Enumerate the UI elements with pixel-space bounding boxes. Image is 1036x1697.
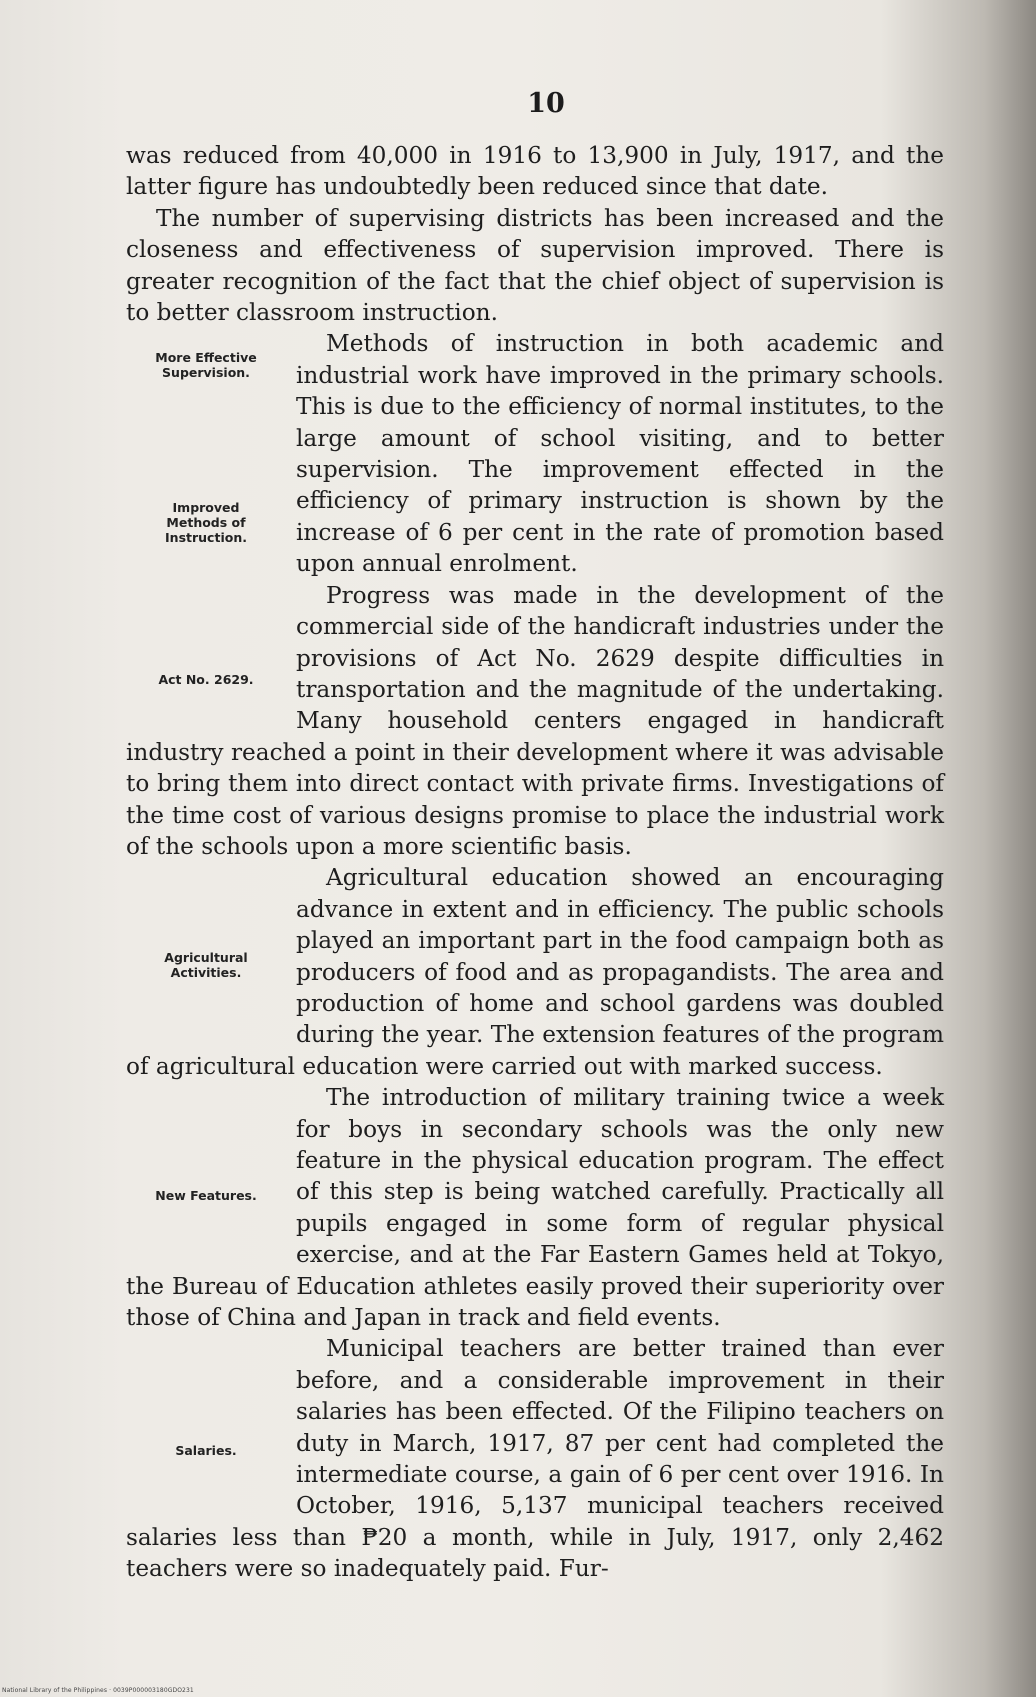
sidenote-salaries — [126, 1427, 286, 1505]
sidenote-line: New Features. — [155, 1188, 257, 1204]
sidenote-new-features — [126, 1176, 286, 1250]
page-number: 10 — [527, 88, 565, 119]
sidenote-line: Salaries. — [175, 1443, 237, 1459]
paragraph-1: was reduced from 40,000 in 1916 to 13,900 in July, 1917, and the latter figure has undoubtedly been reduced since that date. — [126, 142, 944, 201]
sidenote-line: More Effective — [155, 350, 257, 366]
paragraph-3: Methods of instruction in both academic and industrial work have improved in the primary schools. This is due to the efficiency of normal institutes, to the large amount of school visiting, and to better supervision. The improvement effected in the efficiency of primary instruction is shown by the increase of 6 per cent in the rate of promotion based upon annual enrolment. — [296, 330, 944, 578]
sidenote-agricultural-activities — [126, 926, 286, 1044]
sidenote-line: Improved — [172, 500, 240, 516]
sidenote-act-2629 — [126, 654, 286, 734]
body-text — [126, 140, 944, 1585]
sidenote-line: Activities. — [170, 965, 242, 981]
sidenote-more-effective-supervision — [126, 328, 286, 412]
paragraph-2: The number of supervising districts has been increased and the closeness and effectiveness of supervision improved. There is greater recognition of the fact that the chief object of supervision is to better classroom instruction. — [126, 204, 944, 327]
paragraph-4: Progress was made in the development of the commercial side of the handicraft industries under the provisions of Act No. 2629 despite difficulties in transportation and the magnitude of the undertaking. Many household centers engaged in handicraft industry reached a point in their development where it was advisable to bring them into direct contact with private firms. Investigations of the time cost of various designs promise to place the industrial work of the schools upon a more scientific basis. — [126, 581, 944, 860]
sidenote-line: Agricultural — [164, 950, 248, 966]
sidenote-line: Supervision. — [162, 365, 250, 381]
sidenote-line: Instruction. — [165, 530, 247, 546]
sidenote-line: Act No. 2629. — [158, 672, 254, 688]
sidenote-line: Methods of — [166, 515, 246, 531]
sidenote-improved-methods — [126, 482, 286, 592]
library-credit: National Library of the Philippines · 0039P000003180GDO231 — [2, 1687, 194, 1694]
paragraph-5: Agricultural education showed an encouraging advance in extent and in efficiency. The public schools played an important part in the food campaign both as producers of food and as propagandists. The area and production of home and school gardens was doubled during the year. The extension features of the program of agricultural education were carried out with marked success. — [126, 864, 944, 1080]
paragraph-7: Municipal teachers are better trained than ever before, and a considerable improvement in their salaries has been effected. Of the Filipino teachers on duty in March, 1917, 87 per cent had completed the intermediate course, a gain of 6 per cent over 1916. In October, 1916, 5,137 municipal teachers received salaries less than ₱20 a month, while in July, 1917, only 2,462 teachers were so inadequately paid. Fur- — [126, 1335, 944, 1583]
paragraph-6: The introduction of military training twice a week for boys in secondary schools was the only new feature in the physical education program. The effect of this step is being watched carefully. Practically all pupils engaged in some form of regular physical exercise, and at the Far Eastern Games held at Tokyo, the Bureau of Education athletes easily proved their superiority over those of China and Japan in track and field events. — [126, 1084, 944, 1332]
